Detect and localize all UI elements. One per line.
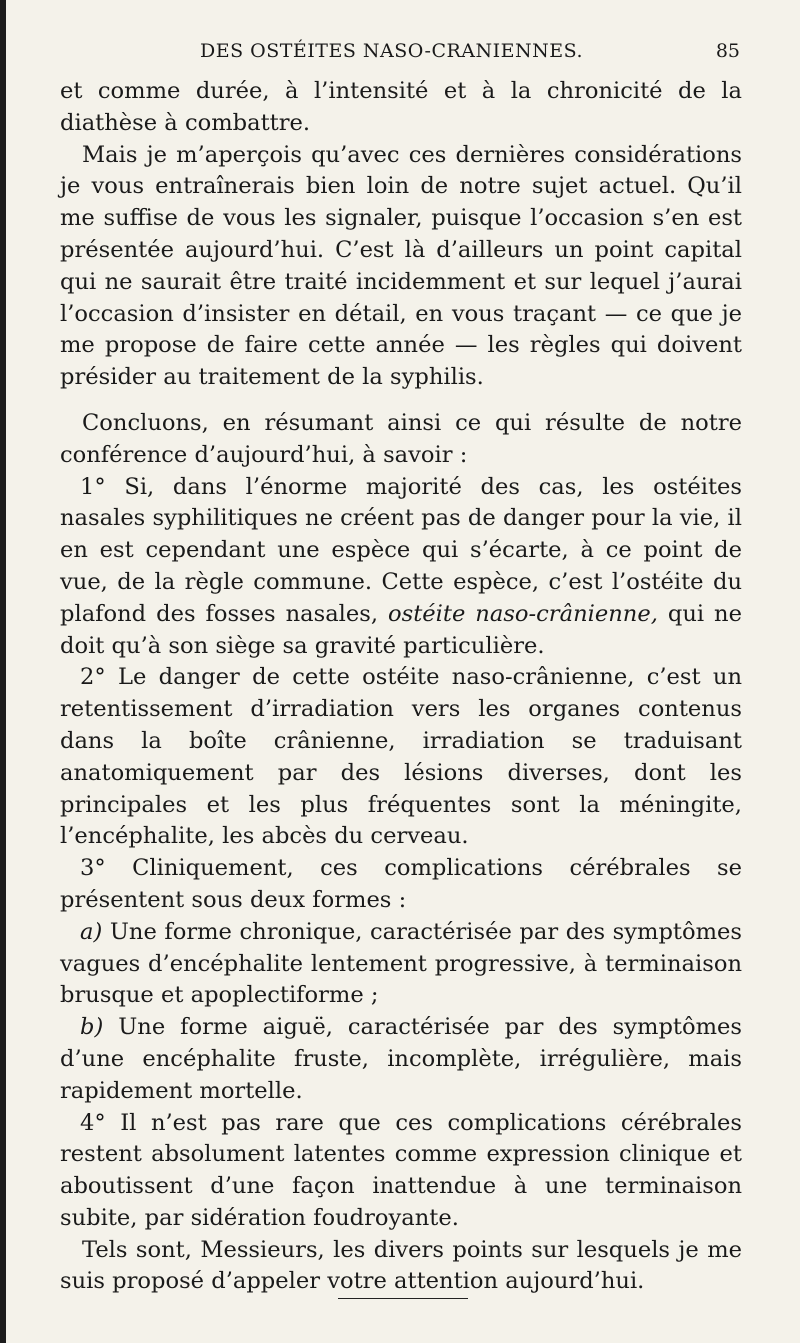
conclusion-point-3: 3° Cliniquement, ces complications cérébrales se présentent sous deux formes : — [60, 855, 742, 913]
form-a-label: a) — [80, 918, 103, 945]
closing-rule — [338, 1298, 468, 1299]
point-1-emphasis: ostéite naso-crânienne, — [388, 600, 658, 627]
paragraph-conclusion-intro: Concluons, en résumant ainsi ce qui résulte de notre conférence d’aujourd’hui, à savoir : — [60, 409, 742, 468]
paragraph-digression: Mais je m’aperçois qu’avec ces dernières considérations je vous entraînerais bien loin de notre sujet actuel. Qu’il me suffise de vous les signaler, puisque l’occasion s’en est présentée aujourd’hui. C’est là d’ailleurs un point capital qui ne saurait être traité incidemment et sur lequel j’aurai l’occasion d’insister en détail, en vous traçant — ce que je me propose de faire cette année — les règles qui doivent présider au traitement de la syphilis. — [60, 141, 742, 391]
body-text — [60, 76, 742, 1298]
paragraph-continuation: et comme durée, à l’intensité et à la chronicité de la diathèse à combattre. — [60, 78, 742, 136]
conclusion-point-1 — [60, 472, 742, 663]
running-header — [60, 40, 740, 70]
page-edge-shadow — [0, 0, 6, 1343]
point-1-text-end: qui ne doit qu’à son siège sa gravité particulière. — [60, 600, 742, 659]
form-a — [60, 917, 742, 1012]
conclusion-point-4: 4° Il n’est pas rare que ces complications cérébrales restent absolument latentes comme expression clinique et aboutissent d’une façon inattendue à une terminaison subite, par sidération foudroyante. — [60, 1109, 742, 1231]
form-b — [60, 1012, 742, 1107]
conclusion-point-2: 2° Le danger de cette ostéite naso-crânienne, c’est un retentissement d’irradiation vers les organes contenus dans la boîte crânienne, irradiation se traduisant anatomiquement par des lésions diverses, dont les principales et les plus fréquentes sont la méningite, l’encéphalite, les abcès du cerveau. — [60, 664, 742, 850]
form-a-text: Une forme chronique, caractérisée par des symptômes vagues d’encéphalite lentement progressive, à terminaison brusque et apoplectiforme ; — [60, 918, 742, 1009]
form-b-text: Une forme aiguë, caractérisée par des symptômes d’une encéphalite fruste, incomplète, irrégulière, mais rapidement mortelle. — [60, 1014, 742, 1104]
paragraph-closing: Tels sont, Messieurs, les divers points sur lesquels je me suis proposé d’appeler votre attention aujourd’hui. — [60, 1236, 742, 1295]
running-title: DES OSTÉITES NASO-CRANIENNES. — [200, 40, 584, 62]
page-number: 85 — [715, 40, 740, 62]
point-1-text: 1° Si, dans l’énorme majorité des cas, les ostéites nasales syphilitiques ne créent pas de danger pour la vie, il en est cependant une espèce qui s’écarte, à ce point de vue, de la règle commune. Cette espèce, c’est l’ostéite du plafond des fosses nasales, — [60, 473, 742, 627]
paragraph-gap — [60, 394, 742, 408]
form-b-label: b) — [80, 1014, 104, 1041]
